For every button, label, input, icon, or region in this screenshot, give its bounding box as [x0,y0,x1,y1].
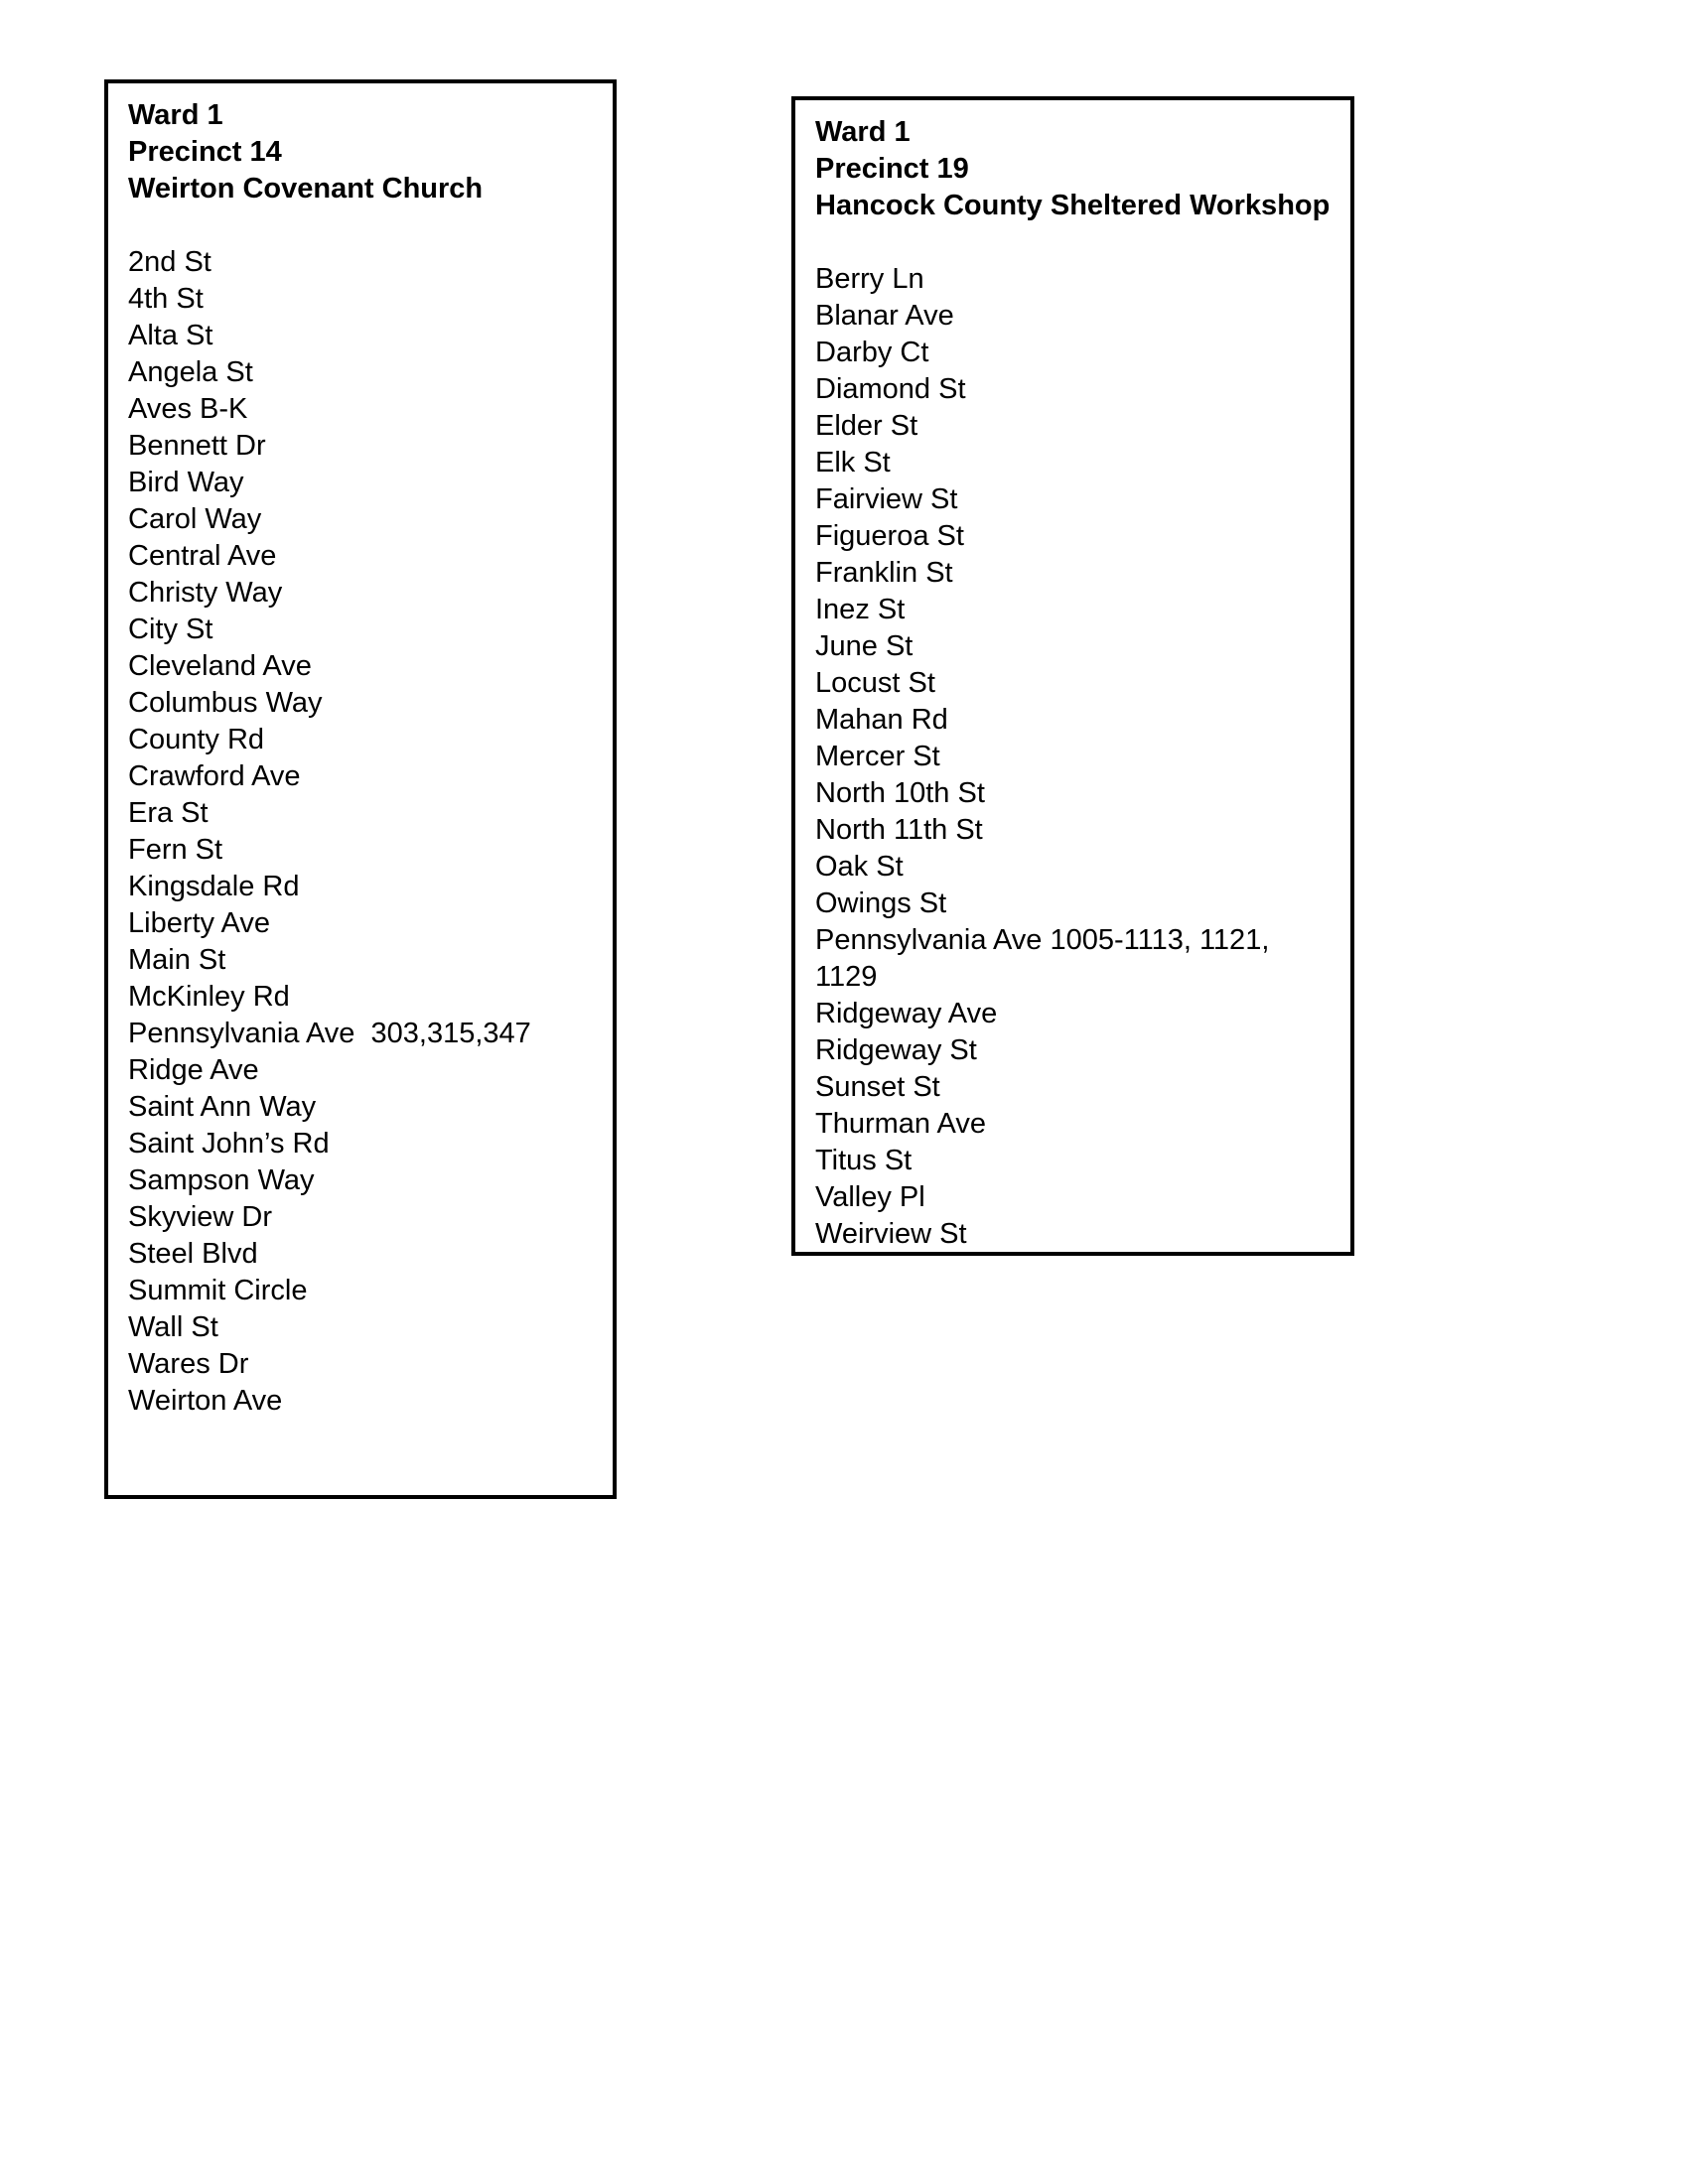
street-item: Wares Dr [128,1348,249,1380]
street-item: Ridgeway St [815,1034,977,1066]
street-item: Figueroa St [815,520,964,552]
street-item: Saint Ann Way [128,1091,317,1123]
street-item: Pennsylvania Ave 1005-1113, 1121, 1129 [815,924,1278,993]
street-item: Owings St [815,887,947,919]
street-item: Bird Way [128,467,244,498]
street-item: Fern St [128,834,223,866]
precinct-19-header [815,114,1333,224]
street-item: Locust St [815,667,935,699]
street-item: Wall St [128,1311,218,1343]
street-item: Sampson Way [128,1164,315,1196]
street-item: 4th St [128,283,204,315]
street-item: Steel Blvd [128,1238,258,1270]
street-item: Inez St [815,594,906,625]
polling-location-label: Hancock County Sheltered Workshop [815,190,1331,221]
street-item: Fairview St [815,483,958,515]
street-item: Main St [128,944,226,976]
street-item: North 10th St [815,777,985,809]
street-item: Oak St [815,851,904,883]
precinct-14-street-list [128,244,595,1420]
street-item: Valley Pl [815,1181,925,1213]
street-item: Alta St [128,320,213,351]
street-item: County Rd [128,724,265,755]
street-item: Skyview Dr [128,1201,273,1233]
precinct-label: Precinct 19 [815,153,969,185]
precinct-14-box [104,79,617,1499]
polling-location-label: Weirton Covenant Church [128,173,484,205]
street-item: Summit Circle [128,1275,308,1306]
street-item: Elk St [815,447,891,478]
street-item: Weirview St [815,1218,967,1250]
ward-label: Ward 1 [815,116,911,148]
street-item: Berry Ln [815,263,924,295]
street-item: Aves B-K [128,393,248,425]
street-item: Columbus Way [128,687,323,719]
precinct-14-header [128,97,595,207]
street-item: June St [815,630,914,662]
street-item: Bennett Dr [128,430,266,462]
street-item: Mahan Rd [815,704,948,736]
street-item: Pennsylvania Ave 303,315,347 [128,1018,531,1049]
precinct-label: Precinct 14 [128,136,282,168]
street-item: Mercer St [815,741,940,772]
street-item: 2nd St [128,246,211,278]
ward-label: Ward 1 [128,99,223,131]
street-item: Ridgeway Ave [815,998,998,1029]
street-item: Diamond St [815,373,966,405]
street-item: Sunset St [815,1071,940,1103]
street-item: Darby Ct [815,337,929,368]
street-item: Ridge Ave [128,1054,259,1086]
street-item: Liberty Ave [128,907,270,939]
street-item: Kingsdale Rd [128,871,300,902]
street-item: Christy Way [128,577,283,609]
precinct-19-street-list [815,261,1333,1253]
street-item: Cleveland Ave [128,650,312,682]
street-item: City St [128,614,213,645]
street-item: Angela St [128,356,253,388]
street-item: North 11th St [815,814,983,846]
precinct-19-box [791,96,1354,1256]
street-item: Elder St [815,410,918,442]
street-item: Central Ave [128,540,277,572]
street-item: Thurman Ave [815,1108,986,1140]
street-item: Franklin St [815,557,953,589]
street-item: Weirton Ave [128,1385,283,1417]
street-item: Saint John’s Rd [128,1128,330,1160]
street-item: Titus St [815,1145,913,1176]
street-item: McKinley Rd [128,981,290,1013]
street-item: Carol Way [128,503,262,535]
street-item: Era St [128,797,209,829]
street-item: Blanar Ave [815,300,954,332]
street-item: Crawford Ave [128,760,301,792]
